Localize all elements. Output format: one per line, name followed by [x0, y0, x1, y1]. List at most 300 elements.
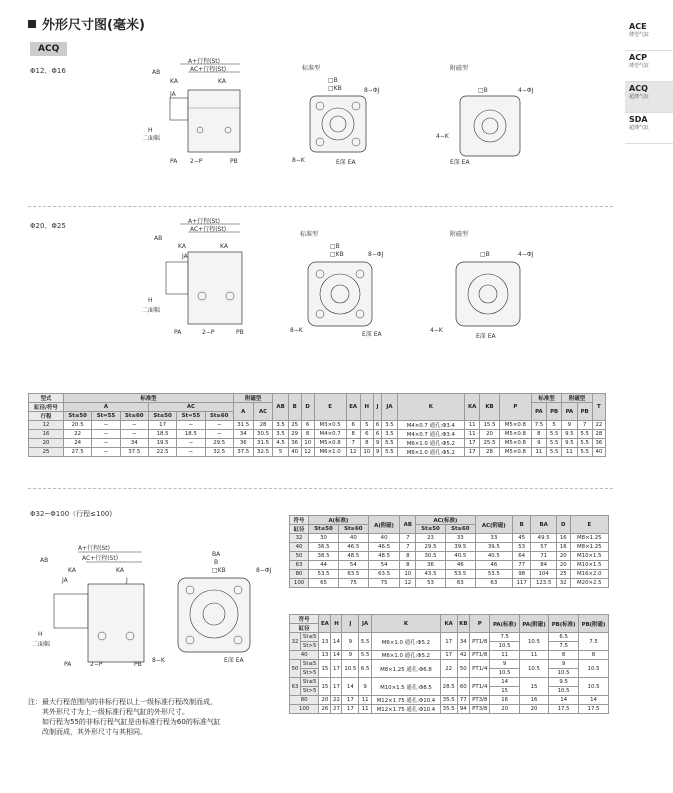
- table-cell: −: [177, 421, 205, 430]
- table-cell: −: [92, 448, 120, 457]
- table-cell: 24: [63, 439, 91, 448]
- front-view-standard-12-16: [292, 62, 382, 172]
- dim-e-depth: E深 EA: [476, 333, 496, 340]
- th-a-std: A(标准): [309, 516, 369, 525]
- table-cell: 80: [290, 570, 309, 579]
- sidebar-desc: 超薄气缸: [629, 125, 650, 131]
- dim-ba: BA: [212, 551, 221, 558]
- table-cell: 14: [331, 651, 342, 660]
- table-cell: 17.5: [549, 705, 579, 714]
- table-cell: M12×1.75 通孔:Φ10.4: [372, 705, 441, 714]
- table-cell: 29.5: [205, 439, 233, 448]
- table-cell: 71: [531, 552, 557, 561]
- table-cell: M10×1.5: [570, 552, 608, 561]
- table-cell: 22: [63, 430, 91, 439]
- spec-table-12-25: [28, 393, 606, 457]
- table-cell: PT1/8: [470, 633, 490, 651]
- table-cell: M5×0.8: [499, 448, 531, 457]
- section-label-20-25: Φ20、Φ25: [30, 222, 66, 230]
- table-cell: St≤5: [300, 660, 318, 669]
- table-cell: 12: [301, 448, 314, 457]
- table-cell: 15: [519, 678, 548, 696]
- table-cell: 36: [592, 439, 605, 448]
- table-cell: 25: [556, 570, 570, 579]
- dim-ka: KA: [116, 567, 124, 574]
- sidebar-code: ACQ: [629, 84, 648, 93]
- table-cell: 15: [319, 660, 331, 678]
- table-cell: 57: [531, 543, 557, 552]
- table-cell: M8×1.25 通孔:Φ6.8: [372, 660, 441, 678]
- th-ac-mag: AC: [253, 403, 273, 421]
- table-cell: 39.5: [445, 543, 475, 552]
- table-row: [290, 705, 609, 714]
- table-cell: PT3/8: [470, 696, 490, 705]
- table-cell: 77: [457, 696, 470, 705]
- table-cell: 22.5: [148, 448, 176, 457]
- table-cell: −: [120, 421, 148, 430]
- table-cell: PT1/4: [470, 678, 490, 696]
- dim-h: H: [148, 127, 153, 134]
- section-divider: [28, 206, 613, 207]
- table-cell: 17: [465, 439, 480, 448]
- sidebar-code: SDA: [629, 115, 648, 124]
- th-d: D: [301, 394, 314, 421]
- table-cell: 36: [416, 561, 446, 570]
- table-cell: 77: [512, 561, 530, 570]
- dim-p: 2−P: [90, 661, 103, 668]
- table-cell: 9: [342, 651, 359, 660]
- th-magnetic: 附磁型: [562, 394, 593, 403]
- front-view-drawing-32-100: [152, 550, 278, 670]
- table-cell: 17: [148, 421, 176, 430]
- table-cell: M20×2.5: [570, 579, 608, 588]
- table-cell: 3.5: [273, 421, 288, 430]
- table-cell: 18.5: [148, 430, 176, 439]
- sidebar-code: ACP: [629, 53, 647, 62]
- footnote-line: 改制而成，其外形尺寸与其相同。: [42, 728, 147, 736]
- table-cell: 9: [490, 660, 519, 669]
- th-ab: AB: [273, 394, 288, 421]
- table-cell: 40.5: [475, 552, 512, 561]
- dim-h: H: [38, 631, 43, 638]
- sidebar-desc: 薄型气缸: [629, 32, 650, 38]
- dim-ka: KA: [220, 243, 228, 250]
- th-pb-mag: PB(附磁): [579, 615, 609, 633]
- th-pa-mag: PA: [562, 403, 577, 421]
- table-cell: 32.5: [253, 448, 273, 457]
- dim-flats: 二面幅: [142, 307, 161, 314]
- sidebar-code: ACE: [629, 22, 647, 31]
- table-row: [290, 651, 609, 660]
- th-p: P: [499, 394, 531, 421]
- th-bore: 缸径/符号: [29, 403, 64, 412]
- table-cell: 7.5: [549, 642, 579, 651]
- table-cell: 8: [301, 430, 314, 439]
- table-row: [29, 439, 606, 448]
- table-cell: −: [205, 430, 233, 439]
- th-t: T: [592, 394, 605, 421]
- sidebar-desc: 超薄气缸: [629, 94, 650, 100]
- table-cell: St>5: [300, 642, 318, 651]
- dim-phi-j: 8−ΦJ: [364, 87, 380, 94]
- table-row: [290, 696, 609, 705]
- table-cell: 7: [400, 543, 416, 552]
- footnote-line: 如行程为55的非标行程气缸是由标准行程为60的标准气缸: [42, 718, 221, 726]
- table-cell: 12: [400, 579, 416, 588]
- table-cell: 10: [301, 439, 314, 448]
- dim-j: J: [126, 577, 128, 584]
- table-cell: 27.5: [63, 448, 91, 457]
- dim-ac-st: AC+行程(St): [82, 555, 119, 562]
- table-cell: 11: [359, 705, 372, 714]
- dim-e-depth: E深 EA: [336, 159, 356, 166]
- sidebar-item-acq[interactable]: [625, 82, 673, 113]
- table-cell: 9: [373, 439, 381, 448]
- footnote: [28, 697, 278, 737]
- table-cell: 16: [556, 534, 570, 543]
- table-cell: 28: [253, 421, 273, 430]
- dim-e-depth: E深 EA: [224, 657, 244, 664]
- th-pb-std: PB(标准): [549, 615, 579, 633]
- dim-phi-j: 8−ΦJ: [256, 567, 272, 574]
- table-cell: 39.5: [475, 543, 512, 552]
- table-cell: 100: [290, 705, 319, 714]
- page-title: [28, 14, 145, 33]
- table-cell: 25: [29, 448, 64, 457]
- table-cell: 34: [233, 430, 253, 439]
- th-a: A: [63, 403, 148, 412]
- table-cell: 8: [549, 651, 579, 660]
- table-cell: 9.5: [549, 678, 579, 687]
- table-cell: 26: [319, 705, 331, 714]
- th-symbol: 符号: [290, 615, 319, 624]
- table-cell: 44: [309, 561, 339, 570]
- table-cell: 10.5: [519, 633, 548, 651]
- mag-type-label: 附磁型: [450, 231, 469, 238]
- th-b: B: [288, 394, 301, 421]
- dim-flats: 二面幅: [142, 135, 161, 142]
- table-cell: 6: [346, 421, 360, 430]
- table-cell: 10.5: [549, 687, 579, 696]
- table-cell: 9: [562, 421, 577, 430]
- table-cell: 63: [445, 579, 475, 588]
- table-cell: 20: [29, 439, 64, 448]
- table-cell: 36: [233, 439, 253, 448]
- table-cell: 17: [342, 705, 359, 714]
- th-ka: KA: [465, 394, 480, 421]
- table-row: [29, 430, 606, 439]
- table-cell: 60: [457, 678, 470, 696]
- table-cell: 16: [519, 696, 548, 705]
- table-cell: 3.5: [382, 430, 397, 439]
- table-cell: 8: [346, 430, 360, 439]
- table-cell: M6×1.0: [314, 448, 346, 457]
- table-cell: 22: [331, 696, 342, 705]
- table-cell: 46: [475, 561, 512, 570]
- table-cell: St≤5: [300, 678, 318, 687]
- table-cell: 20: [556, 561, 570, 570]
- th-sub: St=55: [92, 412, 120, 421]
- table-cell: 10.5: [549, 669, 579, 678]
- table-cell: 34: [120, 439, 148, 448]
- table-cell: 18.5: [177, 430, 205, 439]
- table-cell: 46.5: [368, 543, 400, 552]
- table-cell: 75: [338, 579, 368, 588]
- th-ac-mag: AC(附磁): [475, 516, 512, 534]
- dim-pa: PA: [170, 158, 178, 165]
- std-type-label: 标准型: [300, 231, 319, 238]
- th-ja: JA: [359, 615, 372, 633]
- table-cell: 9: [359, 678, 372, 696]
- table-cell: 48.5: [338, 552, 368, 561]
- table-cell: M4×0.7 通孔:Φ3.4: [397, 430, 465, 439]
- table-cell: 9: [342, 633, 359, 651]
- table-row: [290, 570, 609, 579]
- table-cell: PT1/8: [470, 651, 490, 660]
- table-row: [29, 448, 606, 457]
- table-cell: M6×1.0 通孔:Φ5.2: [397, 439, 465, 448]
- table-cell: 14: [490, 678, 519, 687]
- dim-b: □B: [330, 243, 340, 250]
- th-sub: St≥60: [120, 412, 148, 421]
- table-cell: 9: [531, 439, 546, 448]
- table-cell: 63.5: [368, 570, 400, 579]
- table-cell: 16: [29, 430, 64, 439]
- table-cell: M10×1.5: [570, 561, 608, 570]
- table-cell: 15: [490, 687, 519, 696]
- series-badge: ACQ: [30, 42, 67, 56]
- table-cell: 63.5: [338, 570, 368, 579]
- table-cell: 5.5: [547, 448, 562, 457]
- series-sidebar: [625, 20, 673, 144]
- table-cell: 14: [579, 696, 609, 705]
- th-ba: BA: [531, 516, 557, 534]
- dim-e-depth: E深 EA: [450, 159, 470, 166]
- table-cell: M10×1.5 通孔:Φ8.5: [372, 678, 441, 696]
- table-cell: 32: [556, 579, 570, 588]
- table-cell: 100: [290, 579, 309, 588]
- table-cell: 40: [368, 534, 400, 543]
- table-cell: 3.5: [273, 430, 288, 439]
- sidebar-item-acp[interactable]: [625, 51, 673, 82]
- table-cell: 40: [338, 534, 368, 543]
- th-stroke: 行程: [29, 412, 64, 421]
- section-label-32-100: Φ32~Φ100（行程≤100): [30, 510, 113, 518]
- table-cell: 64: [512, 552, 530, 561]
- table-cell: −: [92, 430, 120, 439]
- dim-ja: JA: [182, 253, 188, 260]
- th-sub: St≤50: [148, 412, 176, 421]
- dim-flats: 二面幅: [32, 641, 51, 648]
- dim-ac-st: AC+行程(St): [190, 226, 227, 233]
- table-cell: 15: [319, 678, 331, 696]
- table-cell: M4×0.7: [314, 430, 346, 439]
- table-cell: 10.5: [579, 660, 609, 678]
- table-cell: 17: [440, 651, 457, 660]
- th-ja: JA: [382, 394, 397, 421]
- table-cell: 35.5: [440, 705, 457, 714]
- table-cell: PT3/8: [470, 705, 490, 714]
- spec-table-32-100-a: [289, 515, 609, 588]
- table-cell: M6×1.0 通孔:Φ5.2: [397, 448, 465, 457]
- table-cell: 8: [360, 439, 373, 448]
- dim-phi-j: 8−ΦJ: [368, 251, 384, 258]
- table-cell: 42: [457, 651, 470, 660]
- spec-table-body: [29, 421, 606, 457]
- table-cell: 11: [359, 696, 372, 705]
- table-cell: 75: [368, 579, 400, 588]
- table-cell: 5.5: [577, 439, 592, 448]
- table-cell: 53.5: [445, 570, 475, 579]
- table-cell: 5: [273, 448, 288, 457]
- table-cell: 40: [290, 651, 319, 660]
- dim-k: 4−K: [430, 327, 443, 334]
- table-row: [290, 534, 609, 543]
- table-cell: 11: [531, 448, 546, 457]
- table-cell: 11: [465, 421, 480, 430]
- th-pa-mag: PA(附磁): [519, 615, 548, 633]
- th-k: K: [397, 394, 465, 421]
- table-cell: 14: [342, 678, 359, 696]
- table-cell: St>5: [300, 687, 318, 696]
- th-sub: St≤50: [309, 525, 339, 534]
- table-cell: 63: [290, 561, 309, 570]
- table-cell: 46: [445, 561, 475, 570]
- table-cell: 16: [556, 543, 570, 552]
- side-view-drawing-12-16: [140, 60, 260, 170]
- table-cell: 63: [475, 579, 512, 588]
- table-cell: 6.5: [549, 633, 579, 642]
- dim-kb: □KB: [328, 85, 342, 92]
- dim-p: 2−P: [190, 158, 203, 165]
- table-cell: 30.5: [416, 552, 446, 561]
- table-cell: 5.5: [382, 448, 397, 457]
- dim-ab: AB: [152, 69, 161, 76]
- table-cell: 36: [288, 439, 301, 448]
- table-cell: 14: [549, 696, 579, 705]
- sidebar-desc: 薄型气缸: [629, 63, 650, 69]
- table-cell: 6: [373, 430, 381, 439]
- table-cell: M8×1.25: [570, 543, 608, 552]
- table-cell: 9.5: [562, 439, 577, 448]
- sidebar-item-ace[interactable]: [625, 20, 673, 51]
- dim-phi-j: 4−ΦJ: [518, 87, 534, 94]
- th-ab: AB: [400, 516, 416, 534]
- table-cell: 7.5: [579, 633, 609, 651]
- table-row: [290, 579, 609, 588]
- dim-ka: KA: [218, 78, 226, 85]
- th-a-mag: A: [233, 403, 253, 421]
- table-cell: 40.5: [445, 552, 475, 561]
- std-type-label: 标准型: [302, 65, 321, 72]
- table-cell: 12: [346, 448, 360, 457]
- front-view-magnetic-20-25: [430, 228, 540, 338]
- table-cell: 20: [556, 552, 570, 561]
- table-cell: 25: [288, 421, 301, 430]
- dim-ac-st: AC+行程(St): [190, 66, 227, 73]
- table-cell: 40: [592, 448, 605, 457]
- table-cell: 8: [400, 552, 416, 561]
- table-row: [290, 561, 609, 570]
- table-cell: 17: [440, 633, 457, 651]
- front-view-magnetic-12-16: [430, 62, 540, 172]
- table-cell: 35.5: [440, 696, 457, 705]
- table-cell: 6.5: [359, 660, 372, 678]
- table-cell: 49.5: [531, 534, 557, 543]
- table-cell: 10.5: [519, 660, 548, 678]
- table-cell: −: [92, 439, 120, 448]
- table-cell: 30.5: [253, 430, 273, 439]
- table-cell: 17.5: [579, 705, 609, 714]
- th-sub: St≥60: [338, 525, 368, 534]
- th-standard: 标准型: [63, 394, 233, 403]
- square-bullet-icon: [28, 20, 36, 28]
- dim-b: □B: [478, 87, 488, 94]
- th-sub: St≥60: [445, 525, 475, 534]
- th-pa: PA: [531, 403, 546, 421]
- table-cell: 11: [465, 430, 480, 439]
- table-cell: 28: [592, 430, 605, 439]
- table-cell: 9.5: [562, 430, 577, 439]
- table-cell: M5×0.8: [314, 439, 346, 448]
- th-d: D: [556, 516, 570, 534]
- th-ka: KA: [440, 615, 457, 633]
- table-cell: 5.5: [382, 439, 397, 448]
- dim-ja: JA: [170, 91, 176, 98]
- table-cell: 10.5: [490, 669, 519, 678]
- th-k: K: [372, 615, 441, 633]
- table-cell: 29: [288, 430, 301, 439]
- table-cell: 104: [531, 570, 557, 579]
- table-cell: 16: [490, 696, 519, 705]
- table-cell: M16×2.0: [570, 570, 608, 579]
- dim-ja: JA: [62, 577, 68, 584]
- table-cell: −: [177, 439, 205, 448]
- th-symbol: 符号: [290, 516, 309, 525]
- table-cell: St>5: [300, 669, 318, 678]
- table-cell: M6×1.0 通孔:Φ5.2: [372, 633, 441, 651]
- table-cell: 5.5: [577, 448, 592, 457]
- table-cell: 53.5: [475, 570, 512, 579]
- table-cell: 40: [290, 543, 309, 552]
- table-cell: 27: [331, 705, 342, 714]
- dim-pb: PB: [230, 158, 238, 165]
- table-cell: 37.5: [120, 448, 148, 457]
- table-cell: 32: [290, 633, 301, 651]
- table-cell: 10.5: [342, 660, 359, 678]
- table-cell: 20: [319, 696, 331, 705]
- table-cell: 8: [400, 561, 416, 570]
- footnote-line: 其外形尺寸为上一级标准行程气缸的外形尺寸。: [42, 708, 189, 716]
- th-sub: St≥60: [205, 412, 233, 421]
- table-cell: 15.5: [480, 421, 500, 430]
- table-cell: M3×0.5: [314, 421, 346, 430]
- th-bore: 缸径: [290, 624, 319, 633]
- table-cell: 48.5: [368, 552, 400, 561]
- mag-type-label: 附磁型: [450, 65, 469, 72]
- th-sub: St≤50: [63, 412, 91, 421]
- page-title-text: 外形尺寸图(毫米): [42, 18, 145, 33]
- th-ac-std: AC(标准): [416, 516, 476, 525]
- th-pb-mag: PB: [577, 403, 592, 421]
- dim-kb: □KB: [330, 251, 344, 258]
- spec-table-body: [290, 633, 609, 714]
- sidebar-item-sda[interactable]: [625, 113, 673, 144]
- table-cell: 54: [368, 561, 400, 570]
- table-cell: 4.5: [273, 439, 288, 448]
- th-j: J: [373, 394, 381, 421]
- table-cell: 38.5: [309, 552, 339, 561]
